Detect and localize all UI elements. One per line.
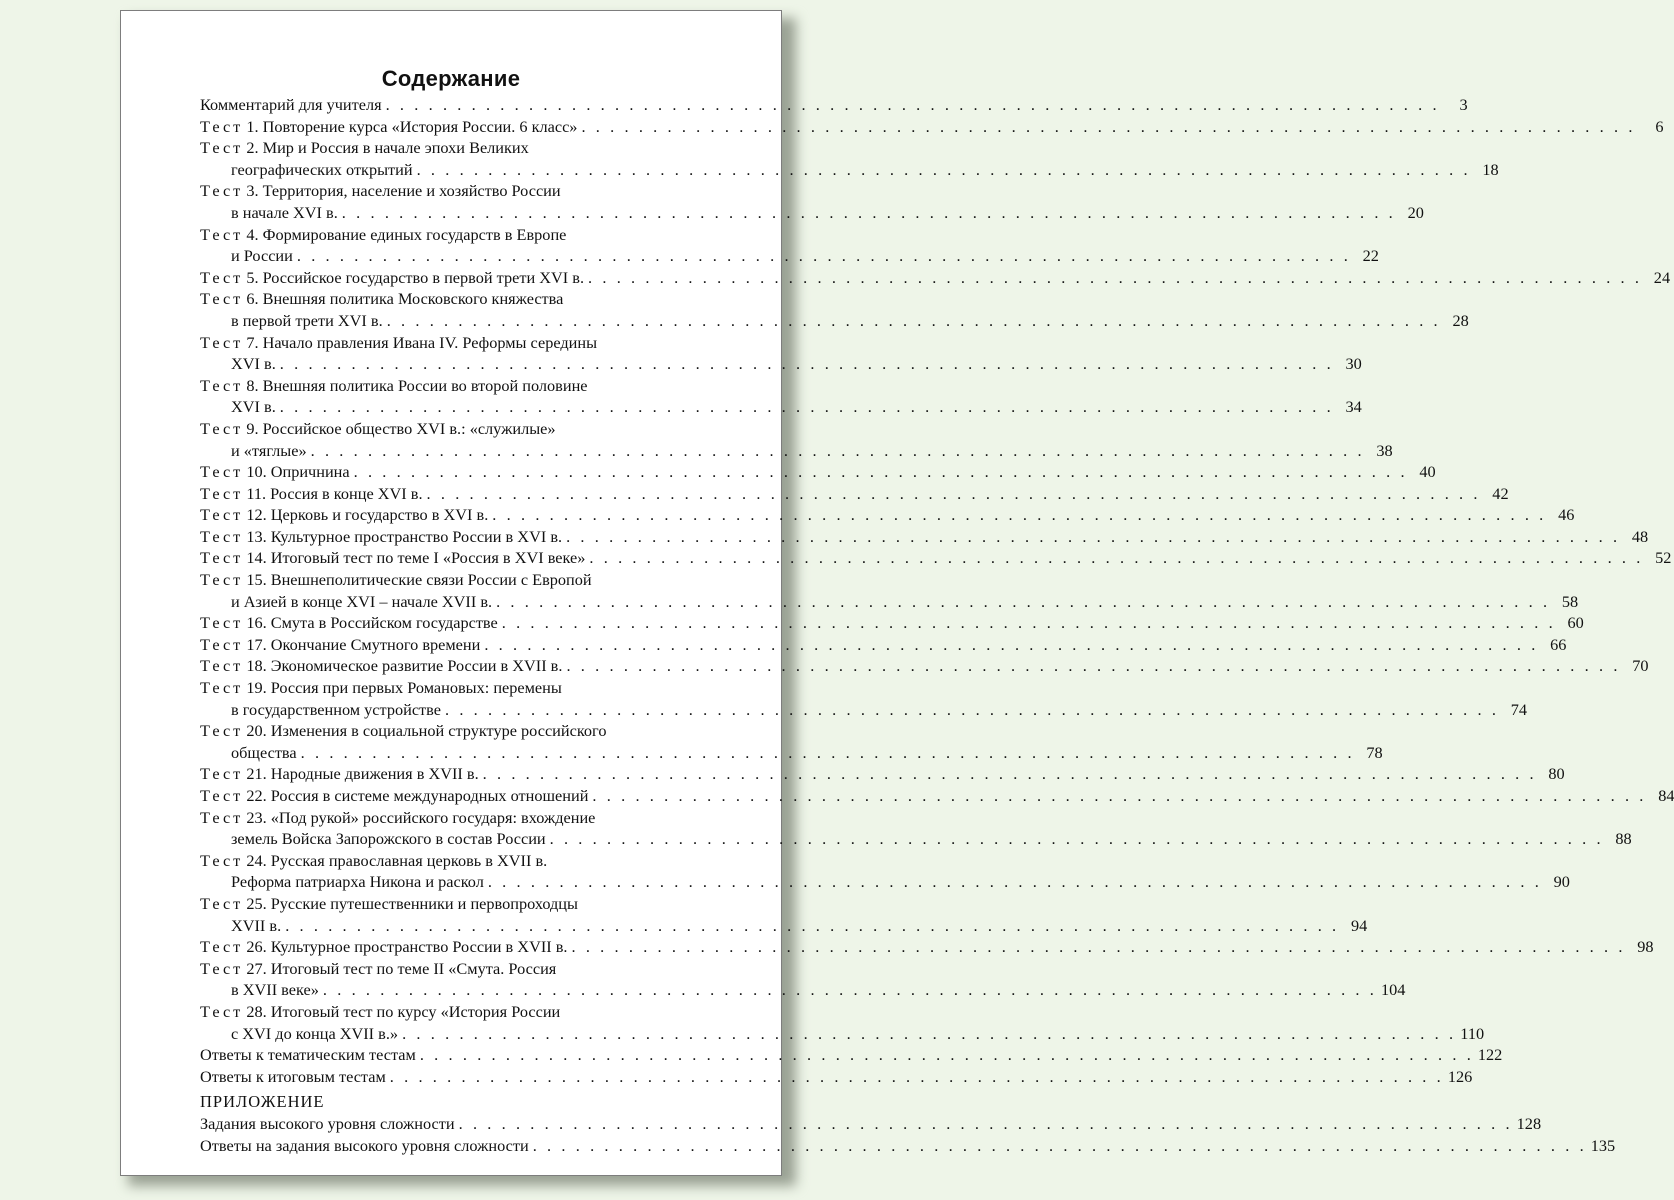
dot-leader: . . . . . . . . . . . . . . . . . . . . . . . . . . . . . . . . . . . . . . . . . . . . . . . . . . . . . . . . . . . . . . . . . . . . . . . . . . xyxy=(296,246,1351,266)
page-number: 58 xyxy=(1561,591,1579,611)
toc-entry-title: 11. Россия в конце XVI в. xyxy=(246,483,423,503)
test-label: Тест xyxy=(200,462,244,482)
page-number: 74 xyxy=(1510,699,1528,719)
dot-leader: . . . . . . . . . . . . . . . . . . . . . . . . . . . . . . . . . . . . . . . . . . . . . . . . . . . . . . . . . . . . . . . . . . . . . . . . . . xyxy=(571,937,1626,957)
toc-entry-line xyxy=(200,677,725,699)
toc-entry-title: 18. Экономическое развитие России в XVII в. xyxy=(246,656,563,676)
page-number: 52 xyxy=(1655,548,1672,568)
toc-entry-title: 14. Итоговый тест по теме I «Россия в XVI веке» xyxy=(246,548,586,568)
toc-entry xyxy=(200,569,1579,612)
book-page xyxy=(120,10,1674,1176)
dot-leader: . . . . . . . . . . . . . . . . . . . . . . . . . . . . . . . . . . . . . . . . . . . . . . . . . . . . . . . . . . . . . . . . . . . . . . . . . . xyxy=(588,267,1643,287)
toc-entry xyxy=(200,958,1406,1001)
toc-entry-title: Комментарий для учителя xyxy=(200,95,382,114)
toc-entry-line xyxy=(200,1066,1473,1088)
toc-entry-line xyxy=(200,332,725,354)
toc-entry-title: Реформа патриарха Никона и раскол xyxy=(231,872,484,892)
toc-entry-line xyxy=(200,375,725,397)
dot-leader: . . . . . . . . . . . . . . . . . . . . . . . . . . . . . . . . . . . . . . . . . . . . . . . . . . . . . . . . . . . . . . . . . . . . . . . . . . xyxy=(386,310,1441,330)
dot-leader: . . . . . . . . . . . . . . . . . . . . . . . . . . . . . . . . . . . . . . . . . . . . . . . . . . . . . . . . . . . . . . . . . . . . . . . . . . xyxy=(285,915,1340,935)
page-number: 28 xyxy=(1452,310,1469,330)
test-label: Тест xyxy=(200,181,244,201)
toc-entry xyxy=(200,526,1649,548)
toc-entry xyxy=(200,547,1672,569)
page-number: 110 xyxy=(1460,1023,1485,1043)
toc-entry-line xyxy=(200,591,1579,613)
page-number: 104 xyxy=(1380,980,1406,1000)
test-label: Тест xyxy=(200,116,244,136)
toc-entry-title: 10. Опричнина xyxy=(246,462,350,482)
toc-entry-title: 16. Смута в Российском государстве xyxy=(246,613,498,633)
toc-entry-line xyxy=(200,245,1379,267)
page-number: 34 xyxy=(1345,397,1362,417)
toc-entry-title: Ответы на задания высокого уровня сложности xyxy=(200,1135,529,1155)
toc-entry-title: 19. Россия при первых Романовых: перемены xyxy=(246,678,562,698)
toc-entry-line xyxy=(200,94,1468,116)
toc-entry-line xyxy=(200,569,725,591)
page-number: 78 xyxy=(1366,742,1383,762)
table-of-contents xyxy=(200,94,1674,1157)
toc-entry xyxy=(200,94,1468,116)
toc-entry xyxy=(200,655,1649,677)
toc-entry xyxy=(200,612,1584,634)
toc-entry-title: 17. Окончание Смутного времени xyxy=(246,634,481,654)
toc-entries xyxy=(200,94,1674,1087)
toc-entry xyxy=(200,677,1528,720)
toc-entry-title: 21. Народные движения в XVII в. xyxy=(246,764,479,784)
page-number: 70 xyxy=(1632,656,1649,676)
toc-entry-title: и Азией в конце XVI – начале XVII в. xyxy=(231,591,493,611)
page-number: 22 xyxy=(1362,246,1379,266)
test-label: Тест xyxy=(200,570,244,590)
toc-entry xyxy=(200,267,1671,289)
test-label: Тест xyxy=(200,267,244,287)
toc-entry xyxy=(200,504,1575,526)
dot-leader: . . . . . . . . . . . . . . . . . . . . . . . . . . . . . . . . . . . . . . . . . . . . . . . . . . . . . . . . . . . . . . . . . . . . . . . . . . xyxy=(444,699,1500,719)
dot-leader: . . . . . . . . . . . . . . . . . . . . . . . . . . . . . . . . . . . . . . . . . . . . . . . . . . . . . . . . . . . . . . . . . . . . . . . . . . xyxy=(549,829,1604,849)
page-number: 122 xyxy=(1477,1045,1503,1065)
test-label: Тест xyxy=(200,526,244,546)
toc-entry-line xyxy=(200,504,1575,526)
toc-entry-line xyxy=(200,137,725,159)
toc-entry-line xyxy=(200,979,1406,1001)
toc-entry xyxy=(200,375,1362,418)
toc-entry xyxy=(200,288,1469,331)
toc-entry xyxy=(200,850,1570,893)
toc-entry-title: Задания высокого уровня сложности xyxy=(200,1114,455,1134)
toc-entry-title: 27. Итоговый тест по теме II «Смута. Россия xyxy=(246,958,557,978)
page-number: 80 xyxy=(1548,764,1565,784)
toc-entry-line xyxy=(200,850,725,872)
toc-entry xyxy=(200,893,1368,936)
appendix-entries xyxy=(200,1113,1616,1156)
toc-entry-line xyxy=(200,310,1469,332)
page-number: 128 xyxy=(1516,1114,1542,1134)
toc-entry-line xyxy=(200,1023,1485,1045)
toc-entry xyxy=(200,1135,1616,1157)
toc-entry-title: XVII в. xyxy=(231,915,282,935)
toc-entry xyxy=(200,418,1393,461)
toc-entry-title: и «тяглые» xyxy=(231,440,307,460)
toc-entry-title: 3. Территория, население и хозяйство России xyxy=(246,181,561,201)
toc-entry-line xyxy=(200,742,1383,764)
toc-entry-title: в государственном устройстве xyxy=(231,699,441,719)
page-number: 6 xyxy=(1655,116,1664,136)
toc-entry xyxy=(200,1001,1485,1044)
dot-leader: . . . . . . . . . . . . . . . . . . . . . . . . . . . . . . . . . . . . . . . . . . . . . . . . . . . . . . . . . . . . . . . . . . . . . . . . . . xyxy=(310,440,1365,460)
test-label: Тест xyxy=(200,375,244,395)
toc-entry-line xyxy=(200,893,725,915)
test-label: Тест xyxy=(200,332,244,352)
dot-leader: . . . . . . . . . . . . . . . . . . . . . . . . . . . . . . . . . . . . . . . . . . . . . . . . . . . . . . . . . . . . . . . . . . . . . . . . . . xyxy=(589,548,1644,568)
toc-entry-line xyxy=(200,936,1654,958)
toc-entry xyxy=(200,461,1436,483)
page-number: 46 xyxy=(1558,505,1575,525)
toc-entry xyxy=(200,1113,1542,1135)
dot-leader: . . . . . . . . . . . . . . . . . . . . . . . . . . . . . . . . . . . . . . . . . . . . . . . . . . . . . . . . . . . . . . . . . . . . . . . . . . xyxy=(532,1135,1587,1155)
test-label: Тест xyxy=(200,678,244,698)
toc-entry-title: 5. Российское государство в первой трети XVI в. xyxy=(246,267,585,287)
toc-entry xyxy=(200,332,1362,375)
dot-leader: . . . . . . . . . . . . . . . . . . . . . . . . . . . . . . . . . . . . . . . . . . . . . . . . . . . . . . . . . . . . . . . . . . . . . . . . . . xyxy=(279,354,1334,374)
dot-leader: . . . . . . . . . . . . . . . . . . . . . . . . . . . . . . . . . . . . . . . . . . . . . . . . . . . . . . . . . . . . . . . . . . . . . . . . . . xyxy=(426,483,1481,503)
test-label: Тест xyxy=(200,850,244,870)
toc-entry-line xyxy=(200,418,725,440)
toc-entry-line xyxy=(200,224,725,246)
dot-leader: . . . . . . . . . . . . . . . . . . . . . . . . . . . . . . . . . . . . . . . . . . . . . . . . . . . . . . . . . . . . . . . . . . . . . . . . . . xyxy=(300,742,1355,762)
dot-leader: . . . . . . . . . . . . . . . . . . . . . . . . . . . . . . . . . . . . . . . . . . . . . . . . . . . . . . . . . . . . . . . . . . . . . . . . . . xyxy=(419,1045,1474,1065)
toc-entry-title: 7. Начало правления Ивана IV. Реформы середины xyxy=(246,332,598,352)
test-label: Тест xyxy=(200,138,244,158)
toc-entry xyxy=(200,116,1664,138)
page-number: 88 xyxy=(1615,829,1632,849)
toc-entry-title: 15. Внешнеполитические связи России с Европой xyxy=(246,570,592,590)
toc-entry xyxy=(200,483,1509,505)
toc-entry-line xyxy=(200,958,725,980)
toc-entry-line xyxy=(200,353,1362,375)
dot-leader: . . . . . . . . . . . . . . . . . . . . . . . . . . . . . . . . . . . . . . . . . . . . . . . . . . . . . . . . . . . . . . . . . . . . . . . . . . xyxy=(592,786,1647,805)
toc-entry-line xyxy=(200,1113,1542,1135)
toc-entry-line xyxy=(200,634,1567,656)
test-label: Тест xyxy=(200,656,244,676)
page-number: 98 xyxy=(1637,937,1654,957)
toc-entry xyxy=(200,785,1674,807)
page-number: 24 xyxy=(1653,267,1671,287)
test-label: Тест xyxy=(200,483,244,503)
toc-entry-title: с XVI до конца XVII в.» xyxy=(231,1023,399,1043)
toc-entry-title: 2. Мир и Россия в начале эпохи Великих xyxy=(246,138,529,158)
page-number: 126 xyxy=(1447,1066,1473,1086)
page-number: 135 xyxy=(1590,1135,1616,1155)
test-label: Тест xyxy=(200,958,244,978)
toc-entry-line xyxy=(200,871,1570,893)
test-label: Тест xyxy=(200,893,244,913)
toc-entry-title: Ответы к итоговым тестам xyxy=(200,1066,386,1086)
test-label: Тест xyxy=(200,418,244,438)
test-label: Тест xyxy=(200,289,244,309)
dot-leader: . . . . . . . . . . . . . . . . . . . . . . . . . . . . . . . . . . . . . . . . . . . . . . . . . . . . . . . . . . . . . . . . . . . . . . . . . . xyxy=(484,634,1539,654)
toc-entry-title: 13. Культурное пространство России в XVI в. xyxy=(246,526,563,546)
toc-entry-line xyxy=(200,116,1664,138)
toc-entry-line xyxy=(200,828,1632,850)
toc-entry-title: 9. Российское общество XVI в.: «служилые» xyxy=(246,418,556,438)
toc-entry-line xyxy=(200,612,1584,634)
toc-entry-title: и России xyxy=(231,246,293,266)
toc-entry-title: 4. Формирование единых государств в Европе xyxy=(246,224,567,244)
test-label: Тест xyxy=(200,786,244,805)
toc-entry xyxy=(200,180,1424,223)
toc-entry-title: Ответы к тематическим тестам xyxy=(200,1045,416,1065)
toc-entry-line xyxy=(200,1044,1503,1066)
page-number: 40 xyxy=(1419,462,1436,482)
toc-entry-line xyxy=(200,785,1674,807)
page-number: 94 xyxy=(1350,915,1368,935)
toc-entry xyxy=(200,634,1567,656)
dot-leader: . . . . . . . . . . . . . . . . . . . . . . . . . . . . . . . . . . . . . . . . . . . . . . . . . . . . . . . . . . . . . . . . . . . . . . . . . . xyxy=(389,1066,1444,1086)
dot-leader: . . . . . . . . . . . . . . . . . . . . . . . . . . . . . . . . . . . . . . . . . . . . . . . . . . . . . . . . . . . . . . . . . . . . . . . . . . xyxy=(416,159,1471,179)
dot-leader: . . . . . . . . . . . . . . . . . . . . . . . . . . . . . . . . . . . . . . . . . . . . . . . . . . . . . . . . . . . . . . . . . . . . . . . . . . xyxy=(385,95,1440,114)
page-number: 84 xyxy=(1658,786,1674,805)
toc-entry xyxy=(200,1044,1503,1066)
test-label: Тест xyxy=(200,807,244,827)
toc-entry-title: 28. Итоговый тест по курсу «История России xyxy=(246,1001,561,1021)
toc-entry-title: 24. Русская православная церковь в XVII в. xyxy=(246,850,548,870)
test-label: Тест xyxy=(200,505,244,525)
dot-leader: . . . . . . . . . . . . . . . . . . . . . . . . . . . . . . . . . . . . . . . . . . . . . . . . . . . . . . . . . . . . . . . . . . . . . . . . . . xyxy=(492,505,1547,525)
page-number: 42 xyxy=(1492,483,1509,503)
page-number: 30 xyxy=(1345,354,1362,374)
page-number: 60 xyxy=(1567,613,1584,633)
toc-entry-line xyxy=(200,288,725,310)
page-title: Содержание xyxy=(381,66,521,91)
toc-entry-line xyxy=(200,720,725,742)
toc-entry-title: XVI в. xyxy=(231,397,276,417)
toc-entry-line xyxy=(200,483,1509,505)
dot-leader: . . . . . . . . . . . . . . . . . . . . . . . . . . . . . . . . . . . . . . . . . . . . . . . . . . . . . . . . . . . . . . . . . . . . . . . . . . xyxy=(487,872,1542,892)
test-label: Тест xyxy=(200,721,244,741)
toc-entry-line xyxy=(200,461,1436,483)
toc-entry xyxy=(200,137,1499,180)
toc-entry-line xyxy=(200,699,1528,721)
test-label: Тест xyxy=(200,634,244,654)
test-label: Тест xyxy=(200,1001,244,1021)
toc-entry-line xyxy=(200,1001,725,1023)
page-number: 18 xyxy=(1482,159,1499,179)
toc-entry-title: общества xyxy=(231,742,297,762)
dot-leader: . . . . . . . . . . . . . . . . . . . . . . . . . . . . . . . . . . . . . . . . . . . . . . . . . . . . . . . . . . . . . . . . . . . . . . . . . . xyxy=(279,397,1334,417)
dot-leader: . . . . . . . . . . . . . . . . . . . . . . . . . . . . . . . . . . . . . . . . . . . . . . . . . . . . . . . . . . . . . . . . . . . . . . . . . . xyxy=(341,202,1396,222)
toc-entry-title: 25. Русские путешественники и первопроходцы xyxy=(246,893,578,913)
toc-entry-line xyxy=(200,915,1368,937)
page-number: 48 xyxy=(1631,526,1649,546)
dot-leader: . . . . . . . . . . . . . . . . . . . . . . . . . . . . . . . . . . . . . . . . . . . . . . . . . . . . . . . . . . . . . . . . . . . . . . . . . . xyxy=(566,656,1621,676)
toc-entry-line xyxy=(200,807,725,829)
page-number: 90 xyxy=(1553,872,1570,892)
toc-entry-title: 8. Внешняя политика России во второй половине xyxy=(246,375,588,395)
toc-entry-line xyxy=(200,655,1649,677)
toc-entry-title: географических открытий xyxy=(231,159,413,179)
toc-entry-title: 26. Культурное пространство России в XVII в. xyxy=(246,937,568,957)
dot-leader: . . . . . . . . . . . . . . . . . . . . . . . . . . . . . . . . . . . . . . . . . . . . . . . . . . . . . . . . . . . . . . . . . . . . . . . . . . xyxy=(482,764,1537,784)
toc-entry-line xyxy=(200,396,1362,418)
test-label: Тест xyxy=(200,613,244,633)
toc-entry-title: 6. Внешняя политика Московского княжества xyxy=(246,289,564,309)
dot-leader: . . . . . . . . . . . . . . . . . . . . . . . . . . . . . . . . . . . . . . . . . . . . . . . . . . . . . . . . . . . . . . . . . . . . . . . . . . xyxy=(353,462,1408,482)
test-label: Тест xyxy=(200,548,244,568)
toc-entry-title: 22. Россия в системе международных отношений xyxy=(246,786,589,805)
toc-entry-line xyxy=(200,202,1424,224)
toc-entry-line xyxy=(200,763,1565,785)
toc-entry-line xyxy=(200,526,1649,548)
toc-entry xyxy=(200,224,1379,267)
toc-entry xyxy=(200,763,1565,785)
appendix-heading: ПРИЛОЖЕНИЕ xyxy=(200,1092,325,1112)
toc-entry-line xyxy=(200,180,725,202)
toc-entry-line xyxy=(200,1135,1616,1157)
test-label: Тест xyxy=(200,224,244,244)
dot-leader: . . . . . . . . . . . . . . . . . . . . . . . . . . . . . . . . . . . . . . . . . . . . . . . . . . . . . . . . . . . . . . . . . . . . . . . . . . xyxy=(458,1114,1513,1134)
toc-entry xyxy=(200,936,1654,958)
toc-entry-line xyxy=(200,547,1672,569)
toc-entry xyxy=(200,720,1383,763)
toc-entry-line xyxy=(200,267,1671,289)
toc-entry-title: в XVII веке» xyxy=(231,980,319,1000)
toc-entry xyxy=(200,807,1632,850)
dot-leader: . . . . . . . . . . . . . . . . . . . . . . . . . . . . . . . . . . . . . . . . . . . . . . . . . . . . . . . . . . . . . . . . . . . . . . . . . . xyxy=(566,526,1621,546)
page-number: 66 xyxy=(1550,634,1567,654)
toc-entry-title: земель Войска Запорожского в состав России xyxy=(231,829,546,849)
toc-entry-title: XVI в. xyxy=(231,354,276,374)
toc-entry-line xyxy=(200,440,1393,462)
toc-entry-title: 23. «Под рукой» российского государя: вхождение xyxy=(246,807,596,827)
test-label: Тест xyxy=(200,937,244,957)
dot-leader: . . . . . . . . . . . . . . . . . . . . . . . . . . . . . . . . . . . . . . . . . . . . . . . . . . . . . . . . . . . . . . . . . . . . . . . . . . xyxy=(501,613,1556,633)
page-number: 38 xyxy=(1376,440,1393,460)
dot-leader: . . . . . . . . . . . . . . . . . . . . . . . . . . . . . . . . . . . . . . . . . . . . . . . . . . . . . . . . . . . . . . . . . . . . . . . . . . xyxy=(496,591,1551,611)
toc-entry-title: в первой трети XVI в. xyxy=(231,310,383,330)
toc-entry-title: в начале XVI в. xyxy=(231,202,338,222)
toc-entry-line xyxy=(200,159,1499,181)
dot-leader: . . . . . . . . . . . . . . . . . . . . . . . . . . . . . . . . . . . . . . . . . . . . . . . . . . . . . . . . . . . . . . . . . . . . . . . . . . xyxy=(581,116,1636,136)
toc-entry-title: 20. Изменения в социальной структуре российского xyxy=(246,721,607,741)
toc-entry xyxy=(200,1066,1473,1088)
page-number: 3 xyxy=(1459,95,1468,114)
dot-leader: . . . . . . . . . . . . . . . . . . . . . . . . . . . . . . . . . . . . . . . . . . . . . . . . . . . . . . . . . . . . . . . . . . . . . . . . . . xyxy=(322,980,1377,1000)
page-number: 20 xyxy=(1407,202,1424,222)
test-label: Тест xyxy=(200,764,244,784)
toc-entry-title: 12. Церковь и государство в XVI в. xyxy=(246,505,489,525)
toc-entry-title: 1. Повторение курса «История России. 6 класс» xyxy=(246,116,578,136)
dot-leader: . . . . . . . . . . . . . . . . . . . . . . . . . . . . . . . . . . . . . . . . . . . . . . . . . . . . . . . . . . . . . . . . . . . . . . . . . . xyxy=(402,1023,1457,1043)
